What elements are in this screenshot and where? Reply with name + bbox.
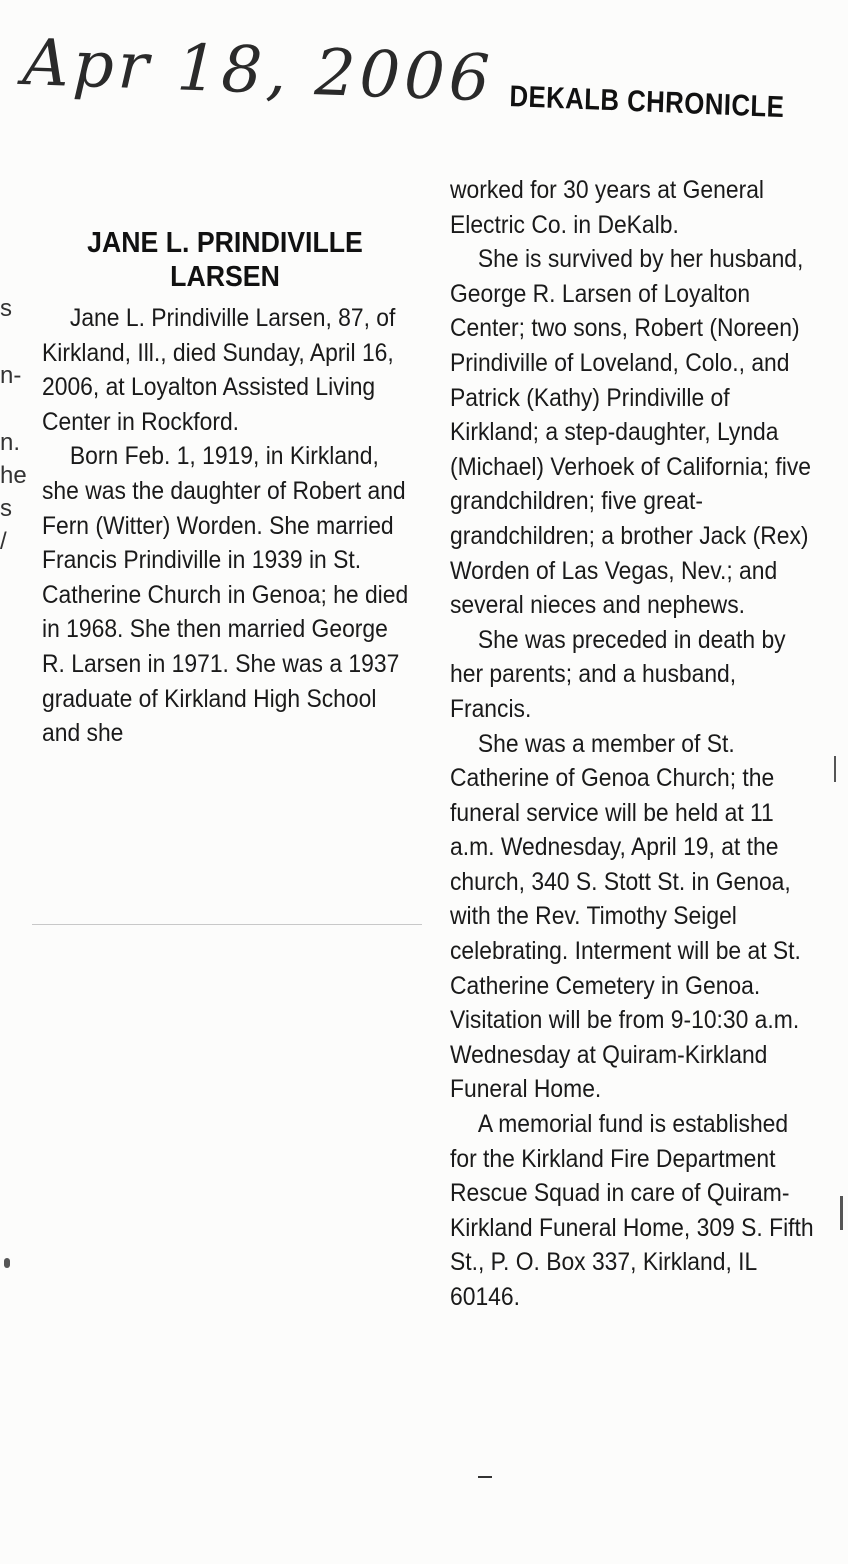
fragment: s xyxy=(0,295,12,322)
masthead: DEKALB CHRONICLE xyxy=(509,80,785,125)
scan-edge-mark xyxy=(840,1196,843,1230)
right-text-column xyxy=(450,174,820,1316)
left-text-column xyxy=(42,302,412,752)
fragment: n. xyxy=(0,429,21,456)
paragraph: She was preceded in death by her parents; and a husband, Francis. xyxy=(450,626,786,723)
paragraph: A memorial fund is established for the Kirkland Fire Department Rescue Squad in care of Quiram-Kirkland Funeral Home, 309 S. Fifth St., P. O. Box 337, Kirkland, IL 60146. xyxy=(450,1111,814,1311)
handwritten-date: Apr 18, 2006 xyxy=(21,26,495,117)
scan-edge-mark xyxy=(834,756,836,782)
paragraph: She was a member of St. Catherine of Genoa Church; the funeral service will be held at 11 a.m. Wednesday, April 19, at the church, 340 S. Stott St. in Genoa, with the Rev. Timothy Seigel celebrating. Interment will be at St. Catherine Cemetery in Genoa. Visitation will be from 9-10:30 a.m. Wednesday at Quiram-Kirkland Funeral Home. xyxy=(450,730,801,1104)
headline-line-1: JANE L. PRINDIVILLE xyxy=(87,227,363,259)
scan-edge-mark xyxy=(4,1258,10,1268)
paragraph-continuation: worked for 30 years at General Electric Co. in DeKalb. xyxy=(450,177,765,239)
fragment: s xyxy=(0,495,12,522)
paragraph: Born Feb. 1, 1919, in Kirkland, she was the daughter of Robert and Fern (Witter) Worden. She married Francis Prindiville in 1939 in St. Catherine Church in Genoa; he died in 1968. She then married George R. Larsen in 1971. She was a 1937 graduate of Kirkland High School and she xyxy=(42,443,409,748)
obituary-headline xyxy=(58,226,391,294)
headline-line-2: LARSEN xyxy=(170,261,280,293)
adjacent-column-fragments xyxy=(0,270,27,558)
end-mark xyxy=(478,1476,492,1478)
column-divider-rule xyxy=(32,924,422,925)
paragraph: Jane L. Prindiville Larsen, 87, of Kirkland, Ill., died Sunday, April 16, 2006, at Loyalton Assisted Living Center in Rockford. xyxy=(42,305,396,436)
paragraph: She is survived by her husband, George R. Larsen of Loyalton Center; two sons, Robert (Noreen) Prindiville of Loveland, Colo., and Patrick (Kathy) Prindiville of Kirkland; a step-daughter, Lynda (Michael) Verhoek of California; five grandchildren; five great-grandchildren; a brother Jack (Rex) Worden of Las Vegas, Nev.; and several nieces and nephews. xyxy=(450,246,812,620)
fragment: / xyxy=(0,528,7,555)
fragment: n- xyxy=(0,362,22,389)
fragment: he xyxy=(0,462,27,489)
